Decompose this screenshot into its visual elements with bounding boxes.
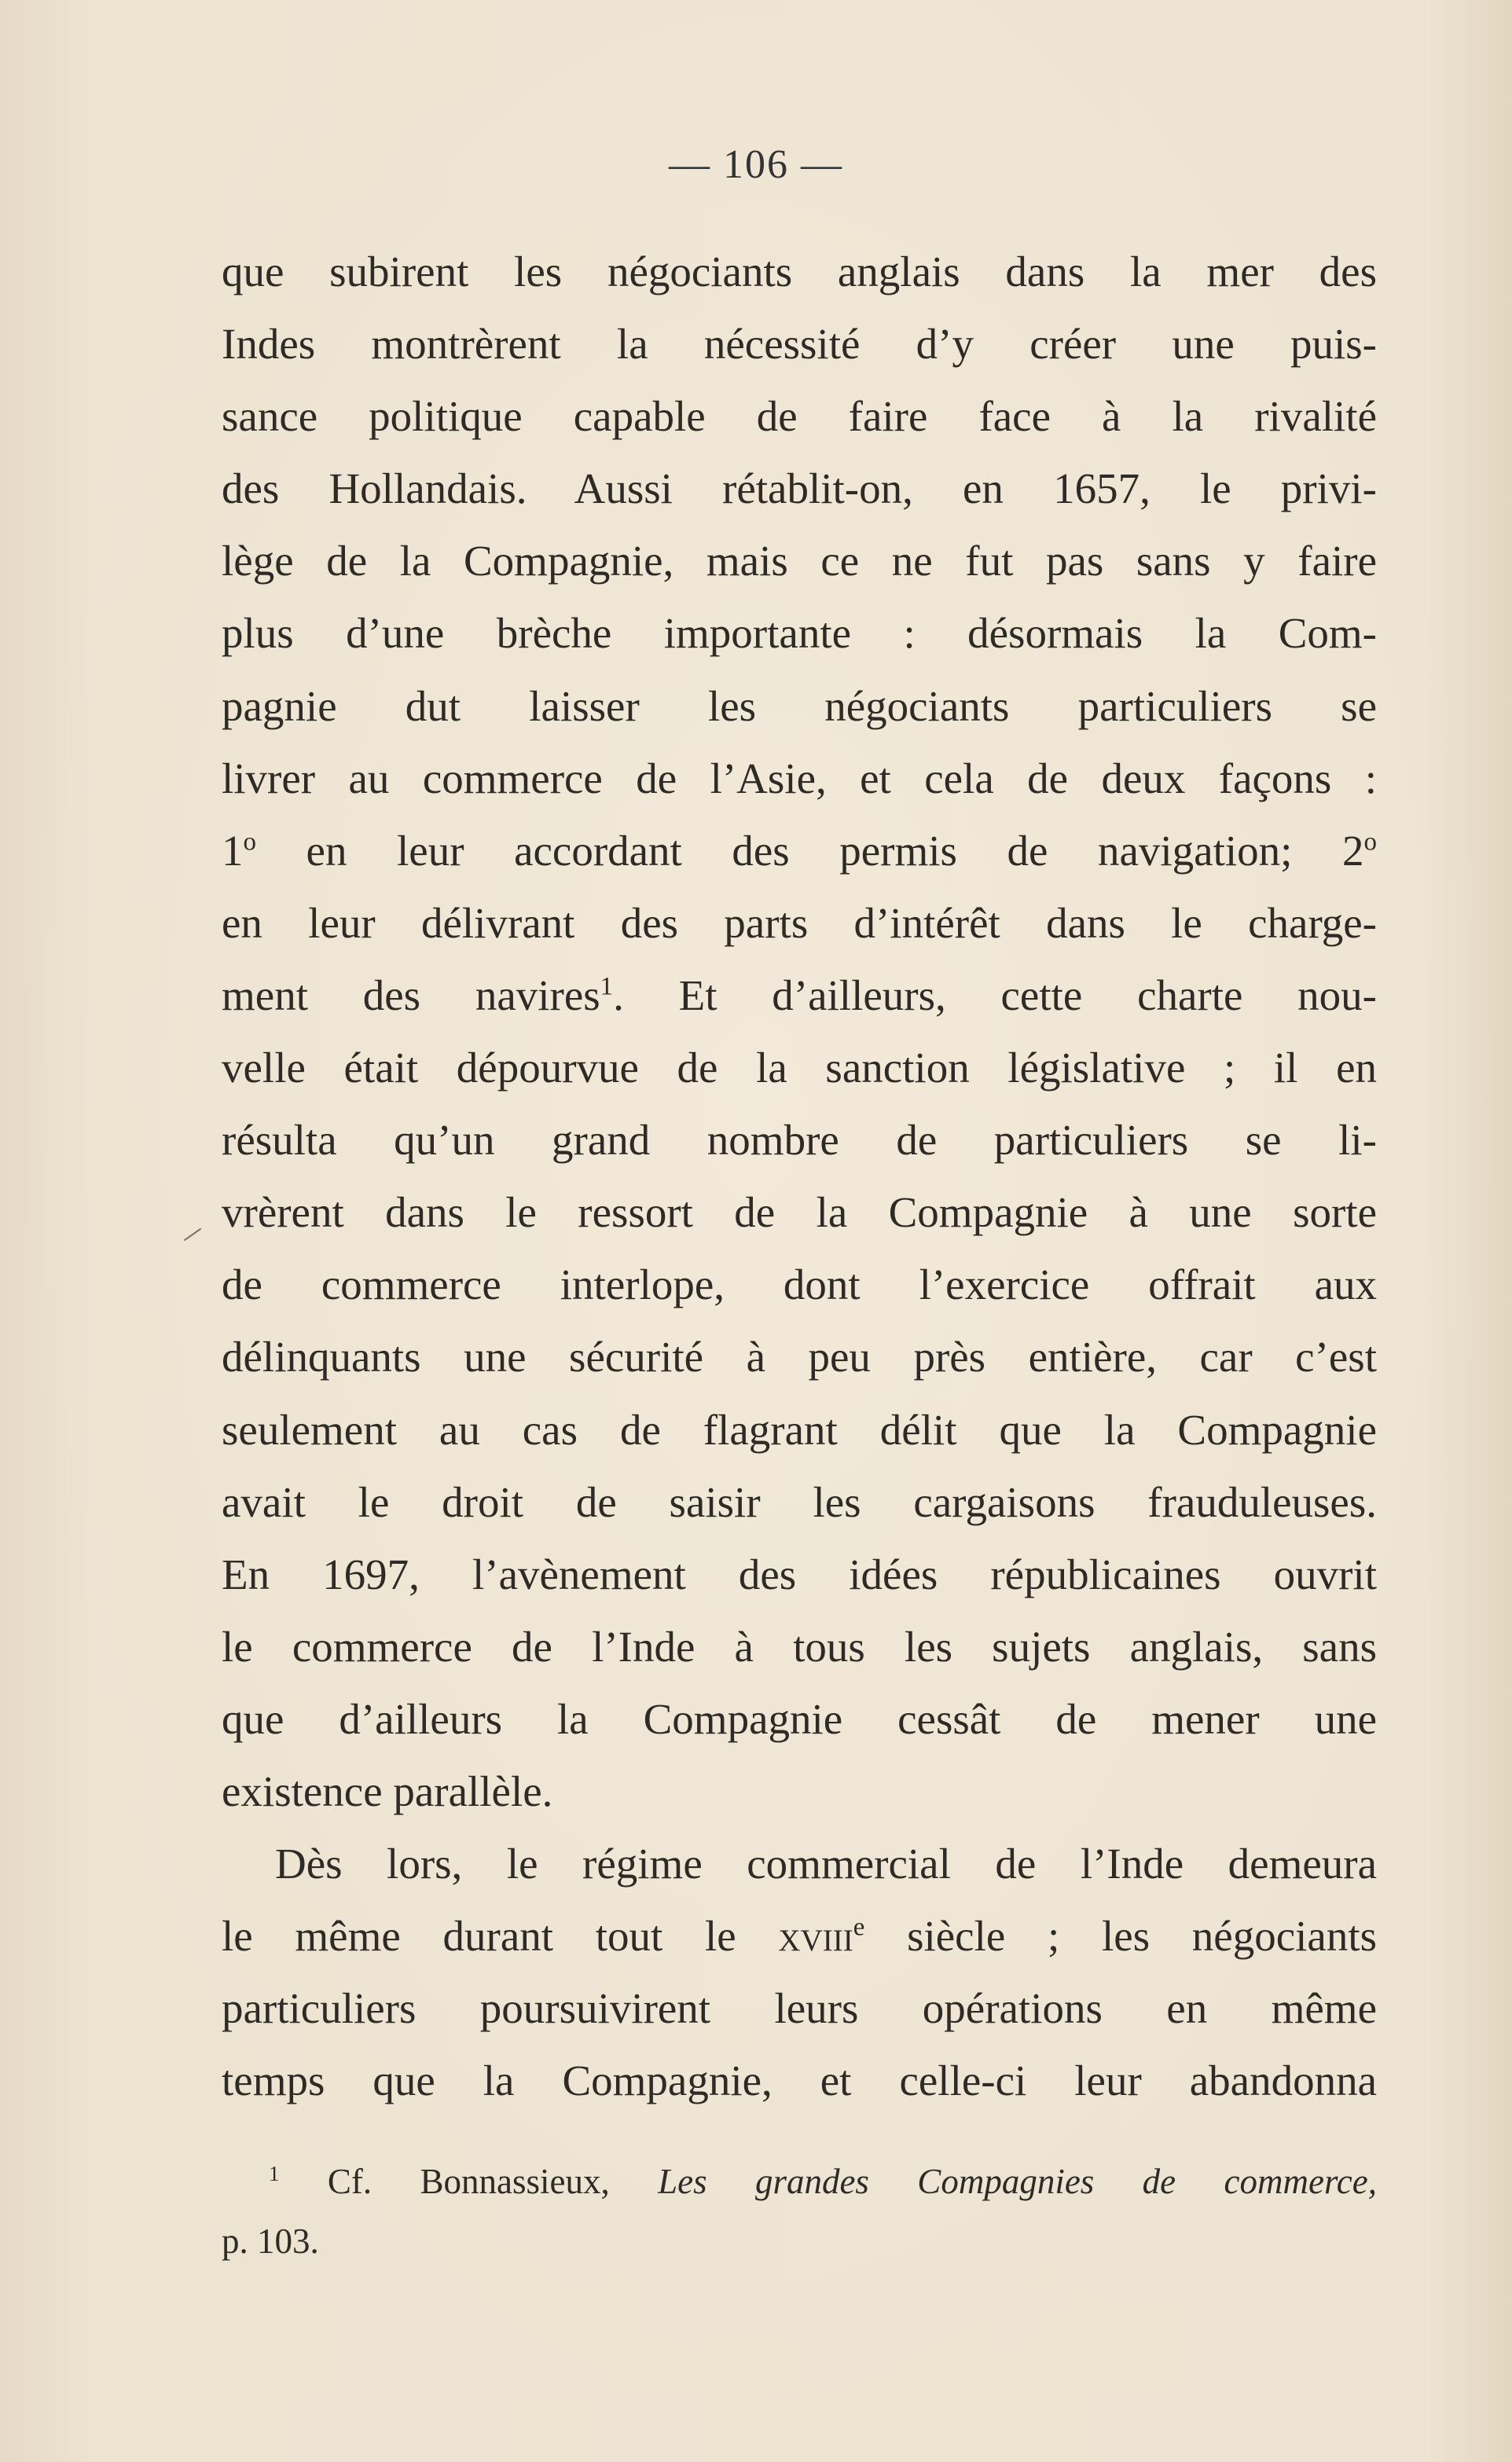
- text-line: [222, 1900, 1377, 1972]
- margin-pencil-mark: [184, 1228, 201, 1242]
- text-line: délinquants une sécurité à peu près entière, car c’est: [222, 1333, 1377, 1381]
- century-numeral: xviii: [778, 1912, 853, 1961]
- footnote-title: Les grandes Compagnies de commerce,: [658, 2162, 1377, 2201]
- text-fragment: . Et d’ailleurs, cette charte nou-: [613, 970, 1377, 1019]
- page-number: — 106 —: [669, 142, 843, 187]
- text-line: livrer au commerce de l’Asie, et cela de deux façons :: [222, 754, 1377, 802]
- footnote-prefix: Cf. Bonnassieux,: [279, 2162, 659, 2201]
- text-line: particuliers poursuivirent leurs opérations en même: [222, 1984, 1377, 2033]
- text-line: velle était dépourvue de la sanction législative ; il en: [222, 1044, 1377, 1092]
- text-line: le commerce de l’Inde à tous les sujets anglais, sans: [222, 1622, 1377, 1671]
- text-line: que d’ailleurs la Compagnie cessât de mener une: [222, 1694, 1377, 1743]
- footnote-marker: 1: [269, 2162, 280, 2185]
- text-line: avait le droit de saisir les cargaisons frauduleuses.: [222, 1477, 1377, 1526]
- text-line: plus d’une brèche importante : désormais la Com-: [222, 609, 1377, 658]
- text-line: sance politique capable de faire face à la rivalité: [222, 392, 1377, 441]
- ordinal-one: 1: [222, 826, 244, 875]
- text-line: résulta qu’un grand nombre de particuliers se li-: [222, 1116, 1377, 1165]
- footnote-ref: 1: [600, 972, 614, 1001]
- century-sup: e: [853, 1913, 865, 1942]
- text-fragment: le même durant tout le: [222, 1912, 779, 1961]
- text-fragment: ment des navires: [222, 970, 600, 1019]
- ordinal-sup: o: [243, 827, 256, 857]
- text-line: Indes montrèrent la nécessité d’y créer une puis-: [222, 320, 1377, 369]
- text-line: existence parallèle.: [222, 1767, 553, 1815]
- footnote-line: [222, 2152, 1377, 2211]
- text-fragment: siècle ; les négociants: [864, 1912, 1378, 1961]
- text-line: pagnie dut laisser les négociants particuliers se: [222, 681, 1377, 730]
- text-line: que subirent les négociants anglais dans la mer des: [222, 248, 1377, 295]
- text-line: [222, 815, 1377, 887]
- text-line: vrèrent dans le ressort de la Compagnie à une sorte: [222, 1188, 1377, 1237]
- text-line: [222, 959, 1377, 1032]
- text-line: des Hollandais. Aussi rétablit-on, en 1657, le privi-: [222, 464, 1377, 513]
- footnote: [222, 2152, 1377, 2271]
- text-line: Dès lors, le régime commercial de l’Inde demeura: [275, 1840, 1377, 1888]
- footnote-line: p. 103.: [222, 2222, 319, 2261]
- text-line: temps que la Compagnie, et celle-ci leur abandonna: [222, 2057, 1377, 2105]
- main-text: [222, 236, 1377, 2117]
- text-line: lège de la Compagnie, mais ce ne fut pas sans y faire: [222, 537, 1377, 585]
- text-fragment: en leur accordant des permis de navigation; 2: [256, 826, 1364, 875]
- text-line: en leur délivrant des parts d’intérêt dans le charge-: [222, 898, 1377, 947]
- text-line: En 1697, l’avènement des idées républicaines ouvrit: [222, 1550, 1377, 1598]
- ordinal-sup: o: [1363, 827, 1377, 857]
- text-line: de commerce interlope, dont l’exercice offrait aux: [222, 1260, 1377, 1309]
- text-line: seulement au cas de flagrant délit que la Compagnie: [222, 1405, 1377, 1454]
